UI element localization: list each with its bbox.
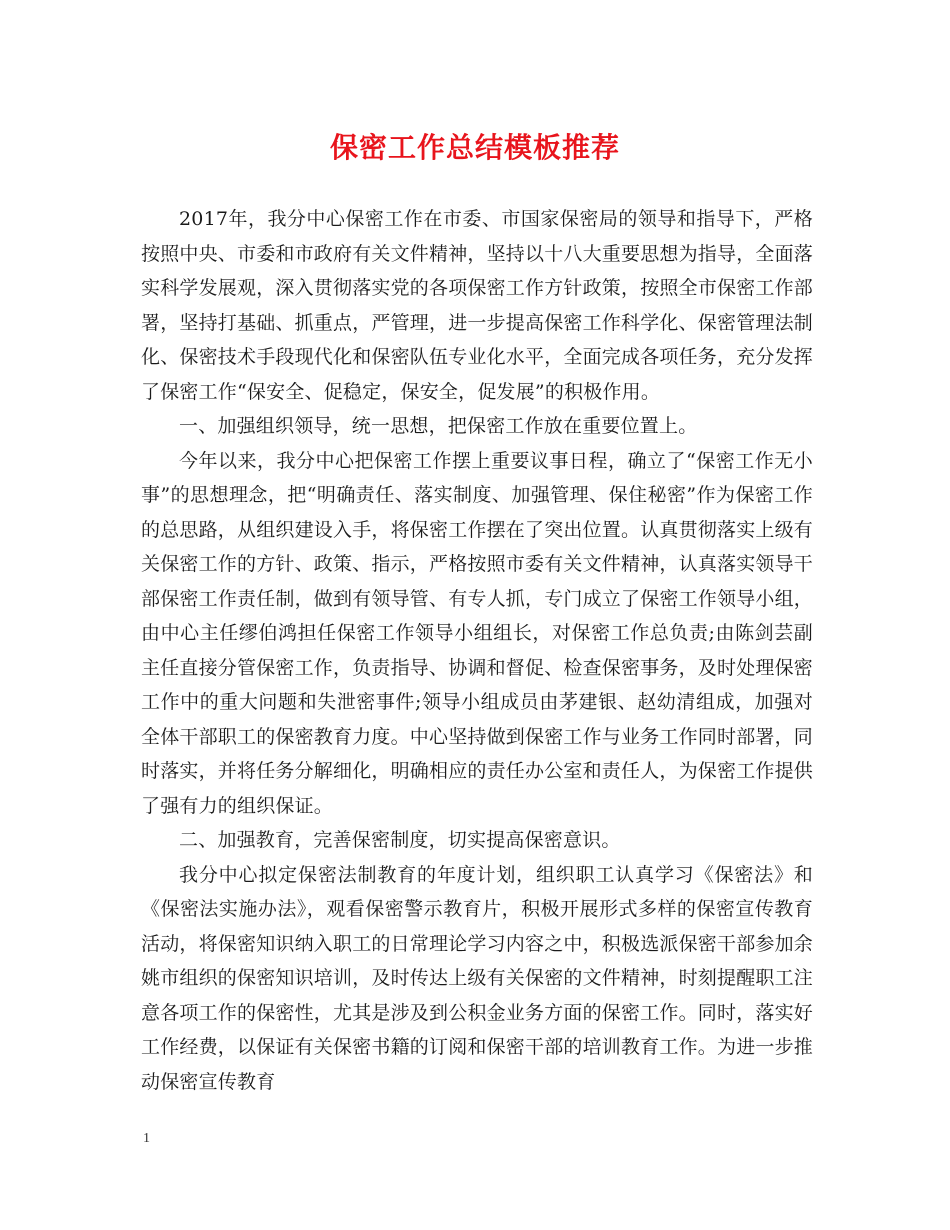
paragraph-section-1: 今年以来，我分中心把保密工作摆上重要议事日程，确立了“保密工作无小事”的思想理念，把“明确责任、落实制度、加强管理、保住秘密”作为保密工作的总思路，从组织建设入手，将保密工作摆在了突出位置。认真贯彻落实上级有关保密工作的方针、政策、指示，严格按照市委有关文件精神，认真落实领导干部保密工作责任制，做到有领导管、有专人抓，专门成立了保密工作领导小组，由中心主任缪伯鸿担任保密工作领导小组组长，对保密工作总负责;由陈剑芸副主任直接分管保密工作，负责指导、协调和督促、检查保密事务，及时处理保密工作中的重大问题和失泄密事件;领导小组成员由茅建银、赵幼清组成，加强对全体干部职工的保密教育力度。中心坚持做到保密工作与业务工作同时部署，同时落实，并将任务分解细化，明确相应的责任办公室和责任人，为保密工作提供了强有力的组织保证。: [141, 449, 814, 817]
paragraph-section-2: 我分中心拟定保密法制教育的年度计划，组织职工认真学习《保密法》和《保密法实施办法》，观看保密警示教育片，积极开展形式多样的保密宣传教育活动，将保密知识纳入职工的日常理论学习内容之中，积极选派保密干部参加余姚市组织的保密知识培训，及时传达上级有关保密的文件精神，时刻提醒职工注意各项工作的保密性，尤其是涉及到公积金业务方面的保密工作。同时，落实好工作经费，以保证有关保密书籍的订阅和保密干部的培训教育工作。为进一步推动保密宣传教育: [141, 863, 814, 1093]
paragraph-intro: 2017年，我分中心保密工作在市委、市国家保密局的领导和指导下，严格按照中央、市委和市政府有关文件精神，坚持以十八大重要思想为指导，全面落实科学发展观，深入贯彻落实党的各项保密工作方针政策，按照全市保密工作部署，坚持打基础、抓重点，严管理，进一步提高保密工作科学化、保密管理法制化、保密技术手段现代化和保密队伍专业化水平，全面完成各项任务，充分发挥了保密工作“保安全、促稳定，保安全，促发展”的积极作用。: [141, 208, 814, 403]
section-heading-1: 一、加强组织领导，统一思想，把保密工作放在重要位置上。: [179, 415, 698, 437]
document-body: [141, 202, 813, 1099]
page-number: 1: [143, 1131, 150, 1146]
document-title: 保密工作总结模板推荐: [329, 131, 620, 164]
section-heading-2: 二、加强教育，完善保密制度，切实提高保密意识。: [179, 829, 621, 851]
